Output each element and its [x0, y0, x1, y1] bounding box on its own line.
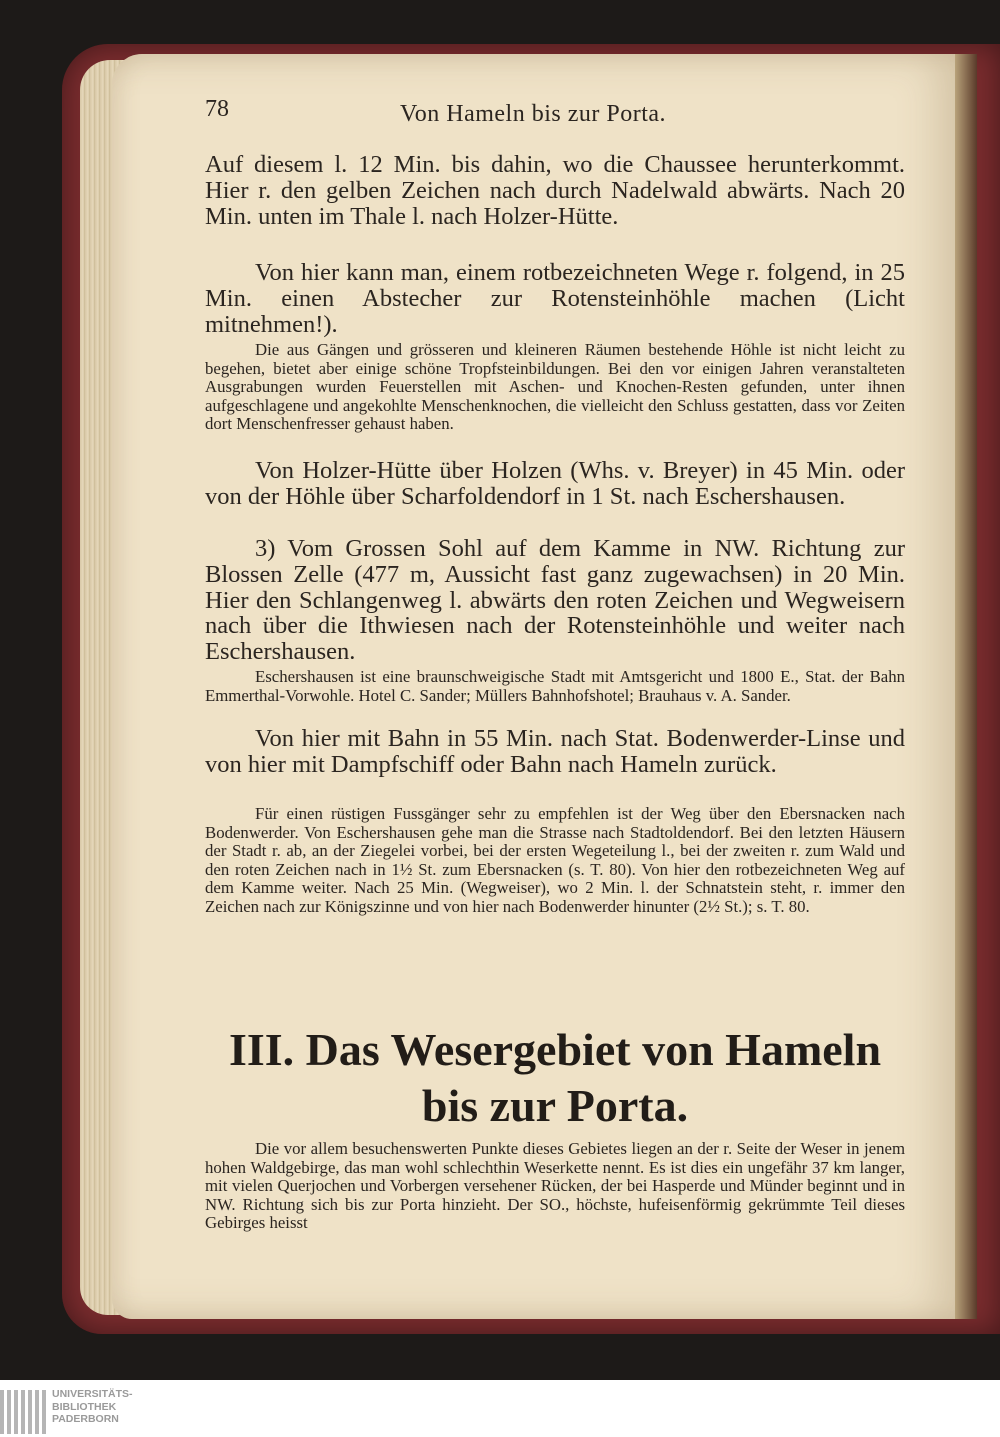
paragraph-1-block: [205, 152, 905, 229]
note-ebersnacken: Für einen rüstigen Fussgänger sehr zu empfehlen ist der Weg über den Ebersnacken nach Bodenwerder. Von Eschershausen gehe man die Strasse nach Stadtoldendorf. Bei den letzten Häusern der Stadt r. ab, an der Ziegelei vorbei, bei der ersten Wegeteilung l., bei der zweiten r. zum Wald und den roten Zeichen nach in 1½ St. zum Ebersnacken (s. T. 80). Von hier den rotbezeichneten Weg auf dem Kamme weiter. Nach 25 Min. (Wegweiser), wo 2 Min. l. der Schnatstein steht, r. immer den Zeichen nach zur Königszinne und von hier nach Bodenwerder hinunter (2½ St.); s. T. 80.: [205, 804, 905, 916]
logo-line-3: PADERBORN: [52, 1413, 119, 1425]
note-ebersnacken-block: [205, 805, 905, 916]
paragraph-5: Von hier mit Bahn in 55 Min. nach Stat. Bodenwerder-Linse und von hier mit Dampfschiff oder Bahn nach Hameln zurück.: [205, 725, 905, 778]
paragraph-4-block: [205, 536, 905, 665]
paragraph-2-block: [205, 260, 905, 337]
section-heading-line-2: bis zur Porta.: [421, 1080, 689, 1131]
note-eschershausen-block: [205, 668, 905, 705]
paragraph-3-block: [205, 458, 905, 510]
running-title: Von Hameln bis zur Porta.: [400, 101, 667, 127]
library-logo-icon: [0, 1390, 46, 1434]
section-heading-line-1: III. Das Wesergebiet von Hameln: [228, 1024, 882, 1075]
paragraph-5-block: [205, 726, 905, 778]
library-logo: [0, 1386, 200, 1437]
logo-line-1: UNIVERSITÄTS-: [52, 1388, 133, 1400]
note-cave-block: [205, 341, 905, 434]
book-gutter: [955, 54, 977, 1319]
paragraph-3: Von Holzer-Hütte über Holzen (Whs. v. Breyer) in 45 Min. oder von der Höhle über Scharfoldendorf in 1 St. nach Eschershausen.: [205, 457, 905, 510]
note-cave: Die aus Gängen und grösseren und kleineren Räumen bestehende Höhle ist nicht leicht zu begehen, bietet aber einige schöne Tropfsteinbildungen. Bei den vor einigen Jahren veranstalteten Ausgrabungen wurden Feuerstellen mit Aschen- und Knochen-Resten gefunden, unter ihnen aufgeschlagene und angekohlte Menschenknochen, die vielleicht den Schluss gestatten, dass vor Zeiten dort Menschenfresser gehaust haben.: [205, 340, 905, 433]
library-logo-text: [52, 1388, 192, 1426]
logo-line-2: BIBLIOTHEK: [52, 1400, 117, 1413]
section-intro: Die vor allem besuchenswerten Punkte dieses Gebietes liegen an der r. Seite der Weser in jenem hohen Waldgebirge, das man wohl schlechthin Weserkette nennt. Es ist dies ein ungefähr 37 km langer, mit vielen Querjochen und Vorbergen versehener Rücken, der bei Hasperde und Münder beginnt und in NW. Richtung sich bis zur Porta hinzieht. Der SO., höchste, hufeisenförmig gekrümmte Teil dieses Gebirges heisst: [205, 1139, 905, 1232]
paragraph-1: Auf diesem l. 12 Min. bis dahin, wo die Chaussee herunterkommt. Hier r. den gelben Zeichen nach durch Nadelwald abwärts. Nach 20 Min. unten im Thale l. nach Holzer-Hütte.: [205, 151, 905, 230]
paragraph-4: 3) Vom Grossen Sohl auf dem Kamme in NW. Richtung zur Blossen Zelle (477 m, Aussicht fast ganz zugewachsen) in 20 Min. Hier den Schlangenweg l. abwärts den roten Zeichen und Wegweisern nach über die Ithwiesen nach der Rotensteinhöhle und weiter nach Eschershausen.: [205, 535, 905, 666]
paragraph-2: Von hier kann man, einem rotbezeichneten Wege r. folgend, in 25 Min. einen Abstecher zur Rotensteinhöhle machen (Licht mitnehmen!).: [205, 259, 905, 338]
section-heading: [205, 1022, 905, 1134]
note-eschershausen: Eschershausen ist eine braunschweigische Stadt mit Amtsgericht und 1800 E., Stat. der Bahn Emmerthal-Vorwohle. Hotel C. Sander; Müllers Bahnhofshotel; Brauhaus v. A. Sander.: [205, 667, 905, 705]
running-head: [205, 96, 905, 136]
page-number: 78: [205, 96, 229, 122]
section-intro-block: [205, 1140, 905, 1233]
